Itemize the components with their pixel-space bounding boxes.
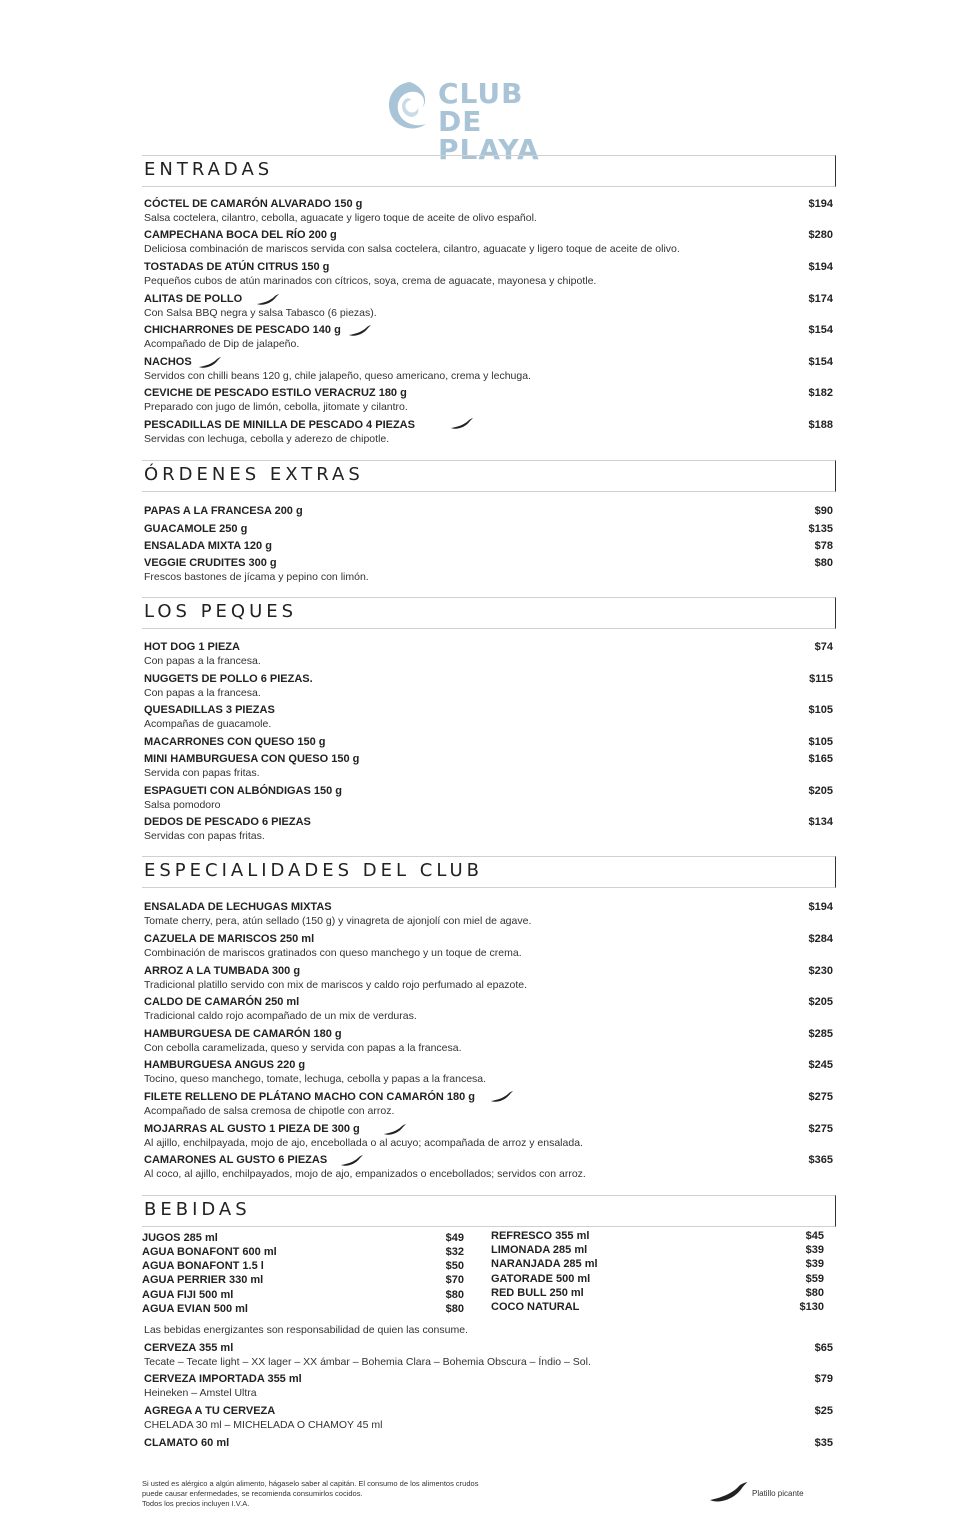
- beverage-price: $80: [445, 1289, 464, 1301]
- beverage-name: REFRESCO 355 ml: [491, 1230, 590, 1242]
- item-name: MINI HAMBURGUESA CON QUESO 150 g: [144, 753, 360, 765]
- beverage-name: AGUA FIJI 500 ml: [142, 1289, 234, 1301]
- item-name: PESCADILLAS DE MINILLA DE PESCADO 4 PIEZAS: [144, 419, 415, 431]
- beverage-name: GATORADE 500 ml: [491, 1273, 591, 1285]
- item-price: $365: [808, 1154, 833, 1166]
- item-price: $280: [808, 229, 833, 241]
- item-name: TOSTADAS DE ATÚN CITRUS 150 g: [144, 261, 330, 273]
- item-name: ESPAGUETI CON ALBÓNDIGAS 150 g: [144, 785, 343, 797]
- beverage-name: AGUA BONAFONT 600 ml: [142, 1246, 277, 1258]
- item-name: NACHOS: [144, 356, 192, 368]
- item-price: $115: [809, 673, 833, 685]
- item-description: Frescos bastones de jícama y pepino con limón.: [144, 571, 369, 583]
- item-description: Servidas con papas fritas.: [144, 830, 265, 842]
- chili-pepper-icon: [490, 1090, 514, 1104]
- beverage-price: $32: [445, 1246, 464, 1258]
- item-price: $182: [808, 387, 833, 399]
- item-description: CHELADA 30 ml – MICHELADA O CHAMOY 45 ml: [144, 1419, 383, 1431]
- brand-line2: DE PLAYA: [438, 105, 540, 166]
- item-name: ENSALADA DE LECHUGAS MIXTAS: [144, 901, 332, 913]
- item-price: $25: [814, 1405, 833, 1417]
- item-description: Acompañas de guacamole.: [144, 718, 272, 730]
- item-name: PAPAS A LA FRANCESA 200 g: [144, 505, 303, 517]
- chili-pepper-icon: [450, 417, 474, 431]
- item-name: DEDOS DE PESCADO 6 PIEZAS: [144, 816, 311, 828]
- beverage-name: NARANJADA 285 ml: [491, 1258, 598, 1270]
- item-name: CHICHARRONES DE PESCADO 140 g: [144, 324, 341, 336]
- item-name: AGREGA A TU CERVEZA: [144, 1405, 276, 1417]
- item-name: CALDO DE CAMARÓN 250 ml: [144, 996, 300, 1008]
- item-description: Combinación de mariscos gratinados con queso manchego y un toque de crema.: [144, 947, 522, 959]
- chili-pepper-icon: [256, 293, 280, 307]
- item-price: $230: [808, 965, 833, 977]
- item-description: Con papas a la francesa.: [144, 687, 261, 699]
- item-description: Con papas a la francesa.: [144, 655, 261, 667]
- beverage-price: $80: [805, 1287, 824, 1299]
- item-price: $194: [808, 901, 833, 913]
- footer-line: Todos los precios incluyen I.V.A.: [142, 1499, 250, 1508]
- item-name: HAMBURGUESA DE CAMARÓN 180 g: [144, 1028, 342, 1040]
- beverage-price: $39: [805, 1244, 824, 1256]
- chili-pepper-icon: [708, 1480, 748, 1506]
- beverage-price: $39: [805, 1258, 824, 1270]
- item-price: $245: [808, 1059, 833, 1071]
- item-name: FILETE RELLENO DE PLÁTANO MACHO CON CAMARÓN 180 g: [144, 1091, 476, 1103]
- item-name: ARROZ A LA TUMBADA 300 g: [144, 965, 301, 977]
- footer-line: puede causar enfermedades, se recomienda consumirlos cocidos.: [142, 1489, 363, 1498]
- item-description: Tradicional platillo servido con mix de mariscos y caldo rojo perfumado al epazote.: [144, 979, 528, 991]
- footer-line: Si usted es alérgico a algún alimento, hágaselo saber al capitán. El consumo de los alimentos crudos: [142, 1479, 479, 1488]
- chili-pepper-icon: [340, 1154, 364, 1168]
- item-description: Al coco, al ajillo, enchilpayados, mojo de ajo, empanizados o encebollados; servidos con arroz.: [144, 1168, 586, 1180]
- item-name: CÓCTEL DE CAMARÓN ALVARADO 150 g: [144, 198, 363, 210]
- chili-pepper-icon: [198, 356, 222, 370]
- item-description: Tocino, queso manchego, tomate, lechuga, cebolla y papas a la francesa.: [144, 1073, 487, 1085]
- item-name: ENSALADA MIXTA 120 g: [144, 540, 272, 552]
- item-name: VEGGIE CRUDITES 300 g: [144, 557, 277, 569]
- item-name: CEVICHE DE PESCADO ESTILO VERACRUZ 180 g: [144, 387, 407, 399]
- item-price: $174: [808, 293, 833, 305]
- item-price: $105: [808, 704, 833, 716]
- item-description: Tradicional caldo rojo acompañado de un mix de verduras.: [144, 1010, 417, 1022]
- section-title: BEBIDAS: [144, 1199, 251, 1220]
- spicy-legend: Platillo picante: [752, 1489, 804, 1498]
- item-description: Tomate cherry, pera, atún sellado (150 g) y vinagreta de ajonjolí con miel de agave.: [144, 915, 532, 927]
- item-price: $35: [814, 1437, 833, 1449]
- item-name: HOT DOG 1 PIEZA: [144, 641, 240, 653]
- beverage-name: AGUA BONAFONT 1.5 l: [142, 1260, 264, 1272]
- item-price: $90: [814, 505, 833, 517]
- item-price: $165: [808, 753, 833, 765]
- item-name: ALITAS DE POLLO: [144, 293, 243, 305]
- bebidas-note: Las bebidas energizantes son responsabilidad de quien las consume.: [144, 1324, 468, 1336]
- item-price: $65: [814, 1342, 833, 1354]
- item-price: $275: [808, 1091, 833, 1103]
- beverage-price: $59: [805, 1273, 824, 1285]
- section-header-entradas: [142, 155, 836, 187]
- beverage-name: AGUA PERRIER 330 ml: [142, 1274, 264, 1286]
- item-name: CAMPECHANA BOCA DEL RÍO 200 g: [144, 229, 337, 241]
- item-price: $194: [808, 261, 833, 273]
- beverage-price: $49: [445, 1232, 464, 1244]
- section-header-especialidades: [142, 856, 836, 888]
- item-description: Heineken – Amstel Ultra: [144, 1387, 257, 1399]
- item-description: Tecate – Tecate light – XX lager – XX ámbar – Bohemia Clara – Bohemia Obscura – Índio – Sol.: [144, 1356, 591, 1368]
- footer-disclaimer: [142, 1479, 562, 1509]
- item-name: QUESADILLAS 3 PIEZAS: [144, 704, 275, 716]
- section-title: ENTRADAS: [144, 159, 274, 180]
- item-price: $205: [808, 996, 833, 1008]
- item-price: $205: [808, 785, 833, 797]
- item-price: $154: [808, 324, 833, 336]
- item-price: $74: [814, 641, 833, 653]
- beverage-price: $80: [445, 1303, 464, 1315]
- item-price: $79: [814, 1373, 833, 1385]
- item-description: Servida con papas fritas.: [144, 767, 260, 779]
- beverage-price: $50: [445, 1260, 464, 1272]
- section-header-peques: [142, 597, 836, 629]
- item-price: $285: [808, 1028, 833, 1040]
- item-description: Servidas con lechuga, cebolla y aderezo de chipotle.: [144, 433, 390, 445]
- item-price: $194: [808, 198, 833, 210]
- item-price: $188: [808, 419, 833, 431]
- beverage-price: $45: [805, 1230, 824, 1242]
- section-header-extras: [142, 460, 836, 492]
- item-name: CAZUELA DE MARISCOS 250 ml: [144, 933, 315, 945]
- item-description: Acompañado de Dip de jalapeño.: [144, 338, 300, 350]
- item-name: MACARRONES CON QUESO 150 g: [144, 736, 326, 748]
- beverage-name: LIMONADA 285 ml: [491, 1244, 588, 1256]
- item-description: Con cebolla caramelizada, queso y servida con papas a la francesa.: [144, 1042, 462, 1054]
- item-price: $275: [808, 1123, 833, 1135]
- beverage-price: $70: [445, 1274, 464, 1286]
- item-description: Pequeños cubos de atún marinados con cítricos, soya, crema de aguacate, mayonesa y chipotle.: [144, 275, 597, 287]
- chili-pepper-icon: [348, 324, 372, 338]
- item-name: MOJARRAS AL GUSTO 1 PIEZA DE 300 g: [144, 1123, 360, 1135]
- item-price: $135: [808, 523, 833, 535]
- item-price: $284: [808, 933, 833, 945]
- section-title: LOS PEQUES: [144, 601, 298, 622]
- section-title: ESPECIALIDADES DEL CLUB: [144, 860, 483, 881]
- beverage-price: $130: [799, 1301, 824, 1313]
- section-header-bebidas: [142, 1195, 836, 1227]
- item-price: $105: [808, 736, 833, 748]
- item-price: $78: [814, 540, 833, 552]
- item-name: CLAMATO 60 ml: [144, 1437, 230, 1449]
- beverage-name: JUGOS 285 ml: [142, 1232, 218, 1244]
- item-price: $80: [814, 557, 833, 569]
- brand-line1: CLUB: [438, 77, 524, 110]
- item-name: CAMARONES AL GUSTO 6 PIEZAS: [144, 1154, 328, 1166]
- item-description: Deliciosa combinación de mariscos servida con salsa coctelera, cilantro, aguacate y ligero toque de aceite de olivo.: [144, 243, 680, 255]
- beverage-name: COCO NATURAL: [491, 1301, 580, 1313]
- item-description: Acompañado de salsa cremosa de chipotle con arroz.: [144, 1105, 395, 1117]
- item-description: Salsa coctelera, cilantro, cebolla, aguacate y ligero toque de aceite de olivo español.: [144, 212, 537, 224]
- chili-pepper-icon: [383, 1123, 407, 1137]
- item-name: HAMBURGUESA ANGUS 220 g: [144, 1059, 306, 1071]
- item-description: Preparado con jugo de limón, cebolla, jitomate y cilantro.: [144, 401, 408, 413]
- beverage-name: AGUA EVIAN 500 ml: [142, 1303, 248, 1315]
- brand-logo: [384, 77, 584, 166]
- item-description: Con Salsa BBQ negra y salsa Tabasco (6 piezas).: [144, 307, 377, 319]
- item-price: $154: [808, 356, 833, 368]
- item-price: $134: [808, 816, 833, 828]
- item-name: NUGGETS DE POLLO 6 PIEZAS.: [144, 673, 313, 685]
- beverage-name: RED BULL 250 ml: [491, 1287, 584, 1299]
- item-description: Servidos con chilli beans 120 g, chile jalapeño, queso americano, crema y lechuga.: [144, 370, 531, 382]
- wave-swirl-icon: [384, 78, 436, 134]
- section-title: ÓRDENES EXTRAS: [144, 464, 364, 485]
- item-description: Al ajillo, enchilpayada, mojo de ajo, encebollada o al acuyo; acompañada de arroz y ensalada.: [144, 1137, 583, 1149]
- item-name: GUACAMOLE 250 g: [144, 523, 248, 535]
- item-description: Salsa pomodoro: [144, 799, 221, 811]
- item-name: CERVEZA 355 ml: [144, 1342, 234, 1354]
- item-name: CERVEZA IMPORTADA 355 ml: [144, 1373, 302, 1385]
